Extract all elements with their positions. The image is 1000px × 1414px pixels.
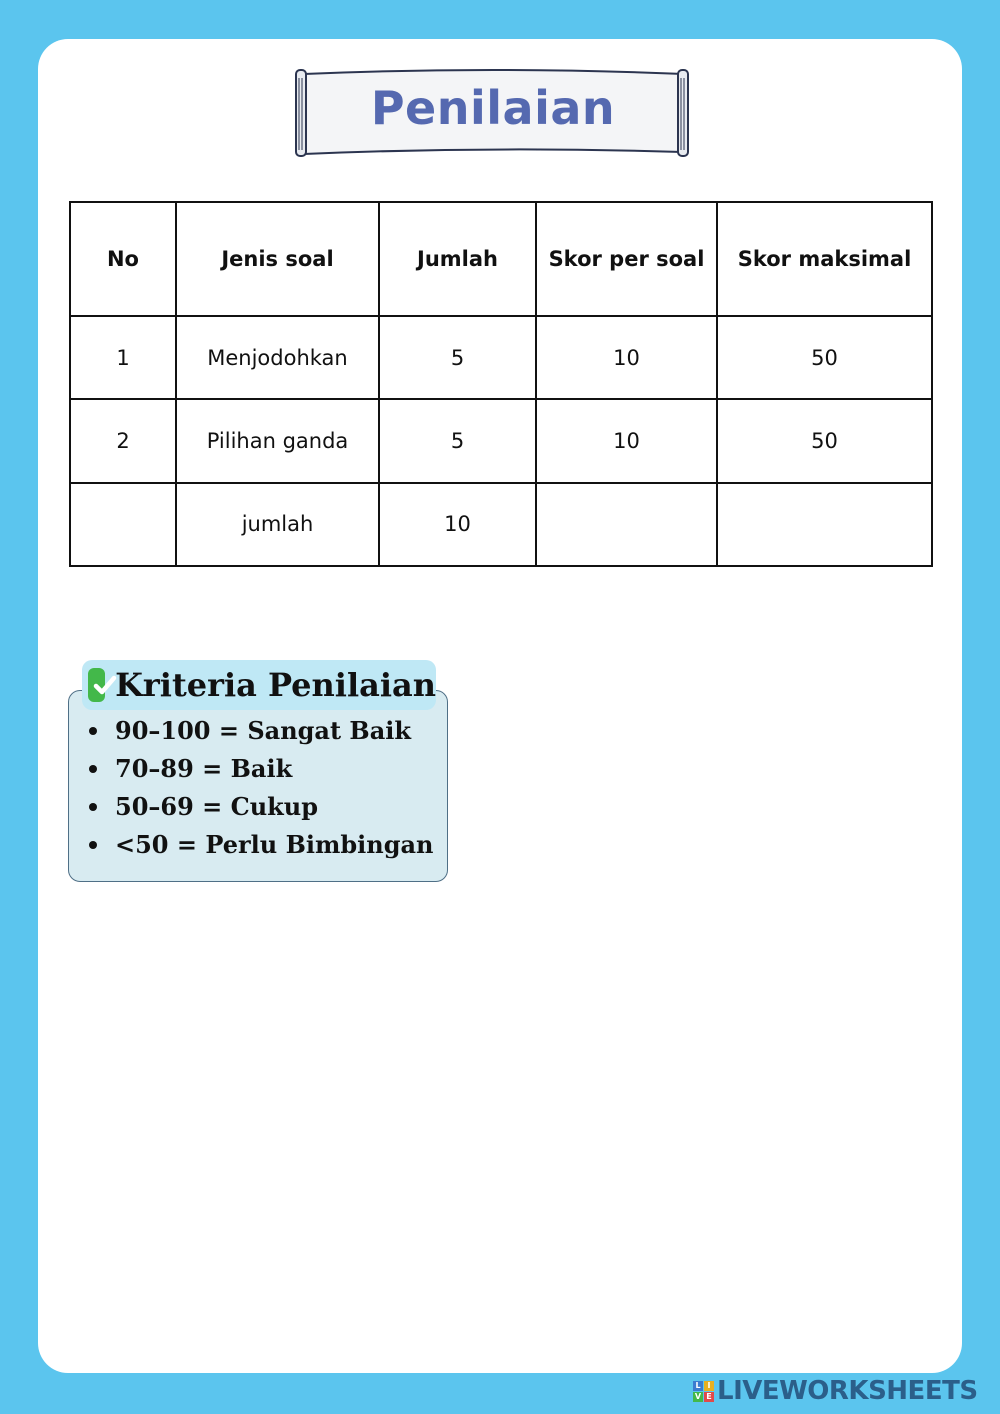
liveworksheets-logo-icon: L I V E: [693, 1381, 714, 1402]
list-item: [84, 826, 434, 864]
table-header-row: [70, 202, 932, 316]
criteria-list: [84, 712, 434, 864]
cell-jumlah: 5: [379, 399, 536, 482]
cell-skor-per-soal: 10: [536, 399, 717, 482]
header-jenis-soal: Jenis soal: [176, 202, 379, 316]
cell-no: 1: [70, 316, 176, 399]
cell-skor-maksimal: 50: [717, 316, 932, 399]
list-item: [84, 788, 434, 826]
cell-jenis-soal: Pilihan ganda: [176, 399, 379, 482]
bullet-icon: [89, 841, 97, 849]
header-no: No: [70, 202, 176, 316]
header-skor-maksimal: Skor maksimal: [717, 202, 932, 316]
cell-jenis-soal: jumlah: [176, 483, 379, 566]
cell-jenis-soal: Menjodohkan: [176, 316, 379, 399]
criteria-title: Kriteria Penilaian: [115, 666, 436, 704]
title-banner: [292, 66, 694, 160]
criteria-item-label: 70–89 = Baik: [115, 754, 293, 783]
cell-no: [70, 483, 176, 566]
cell-skor-maksimal: 50: [717, 399, 932, 482]
list-item: [84, 712, 434, 750]
criteria-item-label: 90–100 = Sangat Baik: [115, 716, 412, 745]
header-jumlah: Jumlah: [379, 202, 536, 316]
header-skor-per-soal: Skor per soal: [536, 202, 717, 316]
cell-skor-per-soal: 10: [536, 316, 717, 399]
criteria-header: [82, 660, 436, 710]
bullet-icon: [89, 803, 97, 811]
page-title: Penilaian: [370, 81, 616, 135]
bullet-icon: [89, 765, 97, 773]
criteria-item-label: <50 = Perlu Bimbingan: [115, 830, 434, 859]
table-row: [70, 316, 932, 399]
cell-skor-maksimal: [717, 483, 932, 566]
table-total-row: [70, 483, 932, 566]
criteria-item-label: 50–69 = Cukup: [115, 792, 319, 821]
score-table: [69, 201, 933, 567]
cell-no: 2: [70, 399, 176, 482]
table-row: [70, 399, 932, 482]
check-mark-icon: [88, 668, 105, 702]
cell-jumlah: 5: [379, 316, 536, 399]
list-item: [84, 750, 434, 788]
cell-skor-per-soal: [536, 483, 717, 566]
cell-jumlah: 10: [379, 483, 536, 566]
brand-footer[interactable]: [693, 1376, 978, 1406]
brand-name: LIVEWORKSHEETS: [717, 1376, 978, 1406]
bullet-icon: [89, 727, 97, 735]
